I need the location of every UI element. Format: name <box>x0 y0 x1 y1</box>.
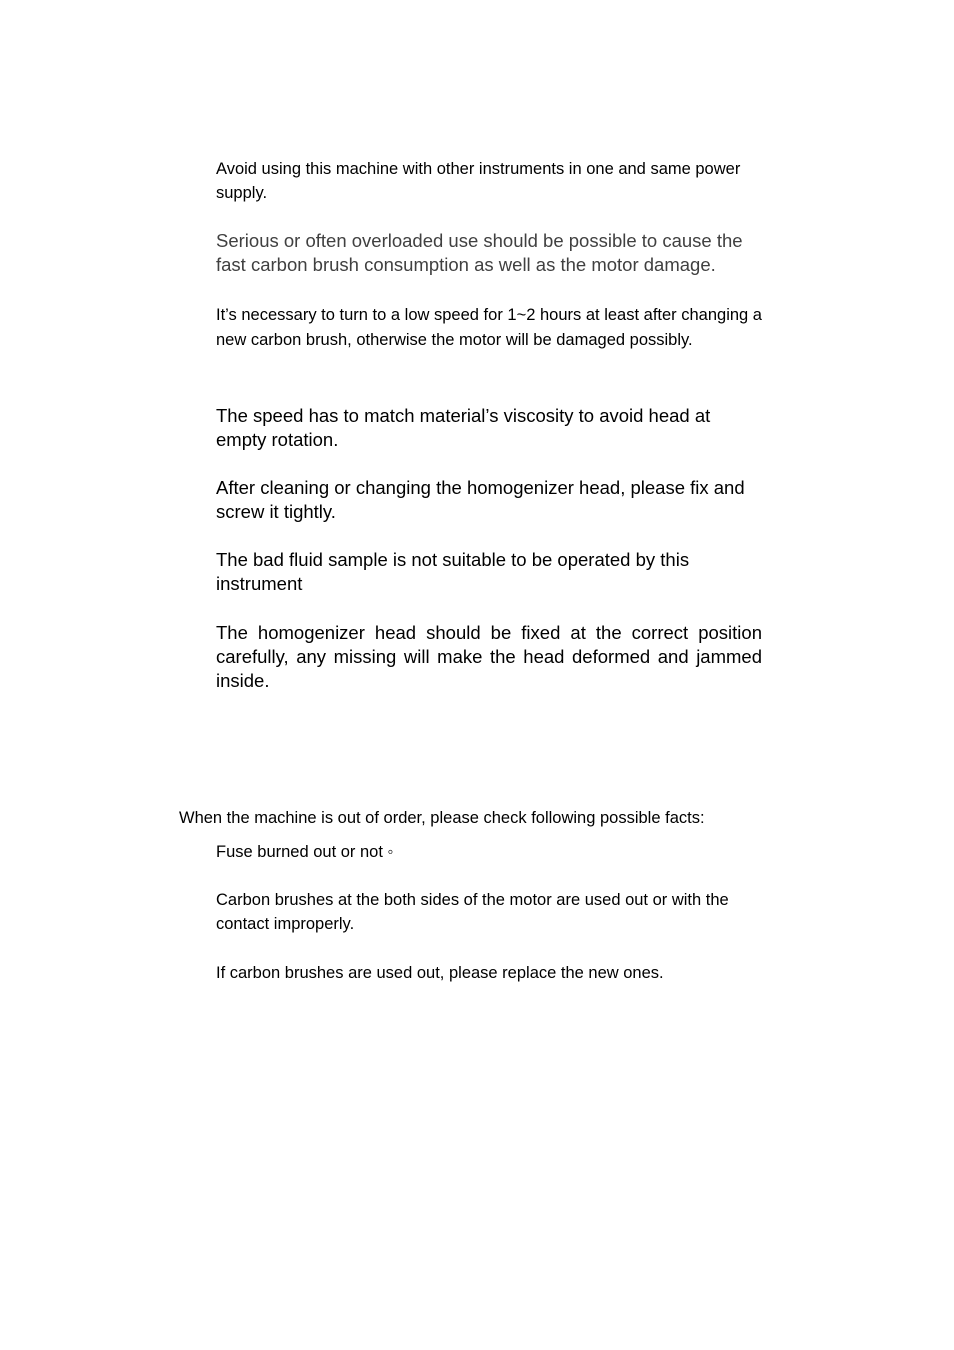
troubleshooting-replace-brushes: If carbon brushes are used out, please replace the new ones. <box>216 964 664 982</box>
precaution-fix-head: After cleaning or changing the homogenizer head, please fix and screw it tightly. <box>216 477 745 522</box>
troubleshooting-carbon-brush-contact: Carbon brushes at the both sides of the motor are used out or with the contact improperly. <box>216 891 729 933</box>
precaution-overload: Serious or often overloaded use should be possible to cause the fast carbon brush consumption as well as the motor damage. <box>216 230 743 275</box>
precaution-speed-viscosity: The speed has to match material’s viscosity to avoid head at empty rotation. <box>216 405 711 450</box>
precaution-bad-fluid: The bad fluid sample is not suitable to be operated by this instrument <box>216 549 690 594</box>
precaution-head-position: The homogenizer head should be fixed at the correct position carefully, any missing will make the head deformed and jammed inside. <box>216 622 762 691</box>
troubleshooting-fuse: Fuse burned out or not ◦ <box>216 843 394 861</box>
troubleshooting-intro: When the machine is out of order, please check following possible facts: <box>179 809 705 827</box>
precaution-power-supply: Avoid using this machine with other instruments in one and same power supply. <box>216 160 741 202</box>
precaution-carbon-brush-low-speed: It’s necessary to turn to a low speed for 1~2 hours at least after changing a new carbon brush, otherwise the motor will be damaged possibly. <box>216 306 762 349</box>
